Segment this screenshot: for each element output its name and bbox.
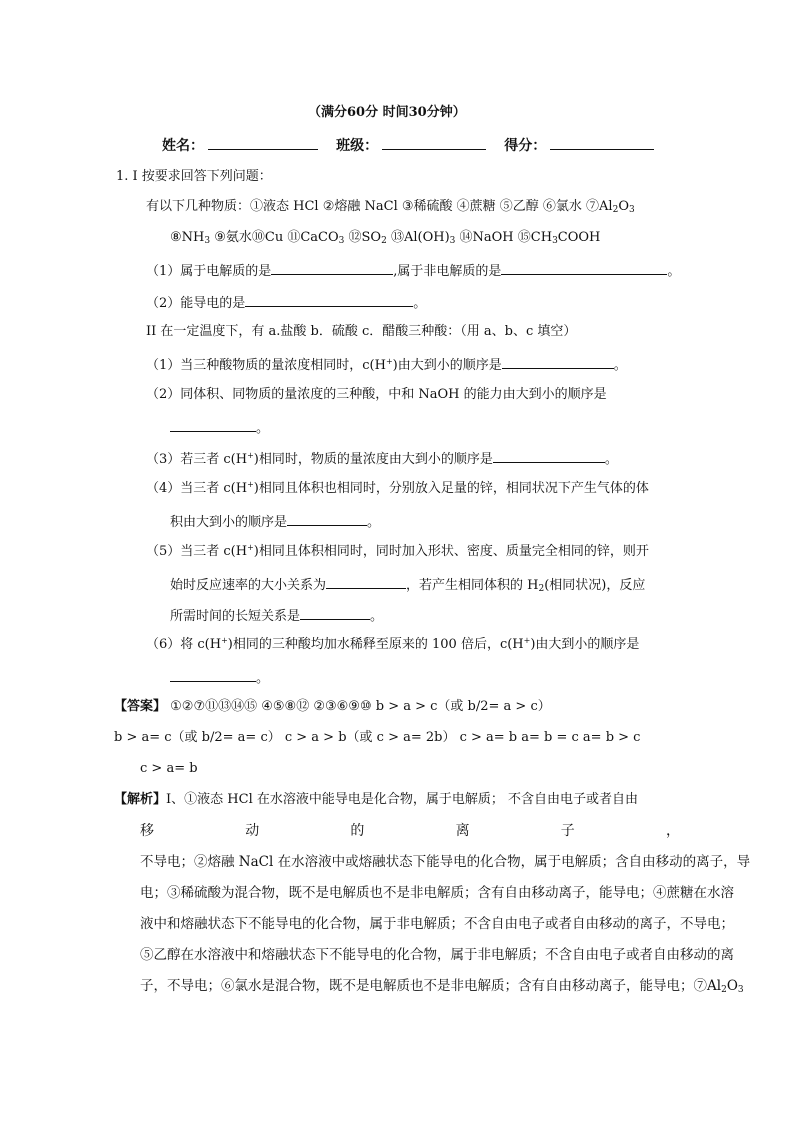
analysis-line-1 bbox=[114, 791, 638, 809]
prompt-text: )相同且体积也相同时，分别放入足量的锌，相同状况下产生气体的体 bbox=[253, 481, 649, 496]
superscript: + bbox=[385, 357, 393, 366]
prompt-text: 。 bbox=[604, 452, 618, 467]
subscript: 3 bbox=[629, 205, 635, 215]
prompt-text: （3）若三者 c(H bbox=[146, 452, 248, 467]
class-label: 班级： bbox=[336, 138, 379, 154]
answer-text: ①②⑦⑪⑬⑭⑮ ④⑤⑧⑫ ②③⑥⑨⑩ b > a > c（或 b/2= a > c） bbox=[166, 699, 551, 714]
prompt-text: )由大到小的顺序是 bbox=[392, 358, 502, 373]
prompt-text: （1）属于电解质的是 bbox=[146, 264, 272, 279]
analysis-label: 【解析】 bbox=[114, 792, 167, 807]
sub-question-1 bbox=[146, 354, 627, 375]
prompt-text: 。 bbox=[256, 671, 270, 686]
prompt-text: 。 bbox=[613, 358, 627, 373]
analysis-line-2 bbox=[140, 822, 780, 840]
part-ii-intro: II 在一定温度下，有 a.盐酸 b．硫酸 c．醋酸三种酸：（用 a、b、c 填空） bbox=[146, 324, 577, 339]
question-1-intro: 1. I 按要求回答下列问题： bbox=[116, 169, 272, 184]
subscript: 3 bbox=[449, 236, 456, 246]
subscript: 2 bbox=[538, 584, 545, 594]
prompt-text: 。 bbox=[370, 609, 384, 624]
sub-question-2: （2）同体积、同物质的量浓度的三种酸，中和 NaOH 的能力由大到小的顺序是 bbox=[146, 387, 607, 402]
prompt-text: )相同且体积相同时，同时加入形状、密度、质量完全相同的锌，则开 bbox=[253, 544, 649, 559]
analysis-word: 动 bbox=[245, 823, 260, 839]
analysis-text: 子，不导电；⑥氯水是混合物，既不是电解质也不是非电解质；含有自由移动离子，能导电；⑦Al bbox=[140, 978, 722, 994]
substances-text: ⑨氨水⑩Cu ⑪CaCO bbox=[210, 230, 339, 245]
answer-blank[interactable] bbox=[287, 511, 367, 526]
answer-line-1 bbox=[114, 698, 551, 716]
analysis-word: 移 bbox=[140, 823, 154, 839]
prompt-text: )相同的三种酸均加水稀释至原来的 100 倍后，c(H bbox=[227, 637, 524, 652]
prompt-text: )由大到小的顺序是 bbox=[530, 637, 640, 652]
substances-line-1 bbox=[146, 198, 635, 216]
substances-text: ⑧NH bbox=[170, 230, 205, 245]
exam-subtitle: （满分60分 时间30分钟） bbox=[308, 105, 466, 120]
analysis-line-7 bbox=[140, 977, 744, 995]
prompt-text: ，若产生相同体积的 H bbox=[406, 578, 539, 593]
answer-blank[interactable] bbox=[271, 260, 393, 275]
subscript: 2 bbox=[381, 236, 387, 246]
score-field[interactable] bbox=[550, 134, 654, 150]
subscript: 3 bbox=[338, 236, 345, 246]
prompt-text: )相同时，物质的量浓度由大到小的顺序是 bbox=[253, 452, 493, 467]
prompt-text: 。 bbox=[367, 515, 381, 530]
part-2-conductive bbox=[146, 292, 426, 313]
answer-blank[interactable] bbox=[502, 354, 614, 369]
substances-text: 有以下几种物质：①液态 HCl ②熔融 NaCl ③稀硫酸 ④蔗糖 ⑤乙醇 ⑥氯水 ⑦Al bbox=[146, 199, 613, 214]
prompt-text: （6）将 c(H bbox=[146, 637, 222, 652]
prompt-text: （2）能导电的是 bbox=[146, 296, 246, 311]
superscript: + bbox=[247, 451, 254, 460]
answer-label: 【答案】 bbox=[114, 699, 167, 714]
sub-question-5-cont bbox=[170, 574, 645, 595]
analysis-word: ， bbox=[665, 823, 680, 839]
analysis-line-5: 液中和熔融状态下不能导电的化合物，属于非电解质；不含自由电子或者自由移动的离子，不导电； bbox=[140, 916, 734, 932]
prompt-text: 积由大到小的顺序是 bbox=[170, 515, 288, 530]
substances-text: ⑭NaOH ⑮CH bbox=[455, 230, 553, 245]
prompt-text: （1）当三种酸物质的量浓度相同时，c(H bbox=[146, 358, 386, 373]
substances-text: O bbox=[618, 199, 629, 214]
substances-line-2 bbox=[170, 229, 600, 247]
analysis-word: 子 bbox=[560, 823, 575, 839]
superscript: + bbox=[523, 636, 531, 645]
score-label: 得分： bbox=[504, 138, 547, 154]
analysis-text: I、①液态 HCl 在水溶液中能导电是化合物，属于电解质； 不含自由电子或者自由 bbox=[166, 792, 638, 807]
prompt-text: 所需时间的长短关系是 bbox=[170, 609, 301, 624]
name-field[interactable] bbox=[208, 134, 318, 150]
analysis-word: 的 bbox=[350, 823, 365, 839]
sub-question-6-answer bbox=[170, 667, 269, 688]
prompt-text: （4）当三者 c(H bbox=[146, 481, 248, 496]
prompt-text: 。 bbox=[256, 421, 270, 436]
answer-blank[interactable] bbox=[501, 260, 667, 275]
name-label: 姓名： bbox=[162, 138, 204, 154]
class-field[interactable] bbox=[382, 134, 486, 150]
prompt-text: 。 bbox=[667, 264, 681, 279]
sub-question-2-answer bbox=[170, 417, 269, 438]
prompt-text: 始时反应速率的大小关系为 bbox=[170, 578, 327, 593]
subscript: 3 bbox=[204, 236, 211, 246]
superscript: + bbox=[247, 543, 254, 552]
analysis-line-3: 不导电；②熔融 NaCl 在水溶液中或熔融状态下能导电的化合物，属于电解质；含自由移动的离子，导 bbox=[140, 854, 751, 870]
answer-line-3: c > a= b bbox=[140, 761, 198, 776]
subscript: 3 bbox=[737, 985, 744, 995]
analysis-line-4: 电；③稀硫酸为混合物，既不是电解质也不是非电解质；含有自由移动离子，能导电；④蔗糖在水溶 bbox=[140, 885, 734, 901]
answer-blank[interactable] bbox=[326, 574, 406, 589]
prompt-text: (相同状况)，反应 bbox=[544, 578, 646, 593]
prompt-text: ,属于非电解质的是 bbox=[393, 264, 502, 279]
substances-text: ⑬Al(OH) bbox=[386, 230, 450, 245]
prompt-text: 。 bbox=[413, 296, 427, 311]
sub-question-4 bbox=[146, 480, 649, 498]
sub-question-6 bbox=[146, 636, 639, 654]
superscript: + bbox=[247, 480, 254, 489]
superscript: + bbox=[221, 636, 228, 645]
analysis-text: O bbox=[726, 978, 738, 994]
substances-text: COOH bbox=[557, 230, 601, 245]
sub-question-5-cont-2 bbox=[170, 605, 383, 626]
sub-question-5 bbox=[146, 543, 649, 561]
answer-blank[interactable] bbox=[170, 667, 256, 682]
analysis-line-6: ⑤乙醇在水溶液中和熔融状态下不能导电的化合物，属于非电解质；不含自由电子或者自由移动的离 bbox=[140, 947, 734, 963]
answer-line-2: b > a= c（或 b/2= a= c） c > a > b（或 c > a= 2b） c > a= b a= b = c a= b > c bbox=[114, 730, 641, 745]
analysis-word: 离 bbox=[455, 823, 470, 839]
answer-blank[interactable] bbox=[493, 448, 605, 463]
answer-blank[interactable] bbox=[170, 417, 256, 432]
subscript: 3 bbox=[552, 236, 558, 246]
substances-text: ⑫SO bbox=[344, 230, 382, 245]
subscript: 2 bbox=[721, 985, 727, 995]
answer-blank[interactable] bbox=[245, 292, 413, 307]
student-info-row bbox=[162, 134, 654, 156]
prompt-text: （5）当三者 c(H bbox=[146, 544, 248, 559]
answer-blank[interactable] bbox=[300, 605, 370, 620]
sub-question-3 bbox=[146, 448, 618, 469]
subscript: 2 bbox=[612, 205, 619, 215]
part-1-electrolyte bbox=[146, 260, 680, 281]
sub-question-4-cont bbox=[170, 511, 380, 532]
